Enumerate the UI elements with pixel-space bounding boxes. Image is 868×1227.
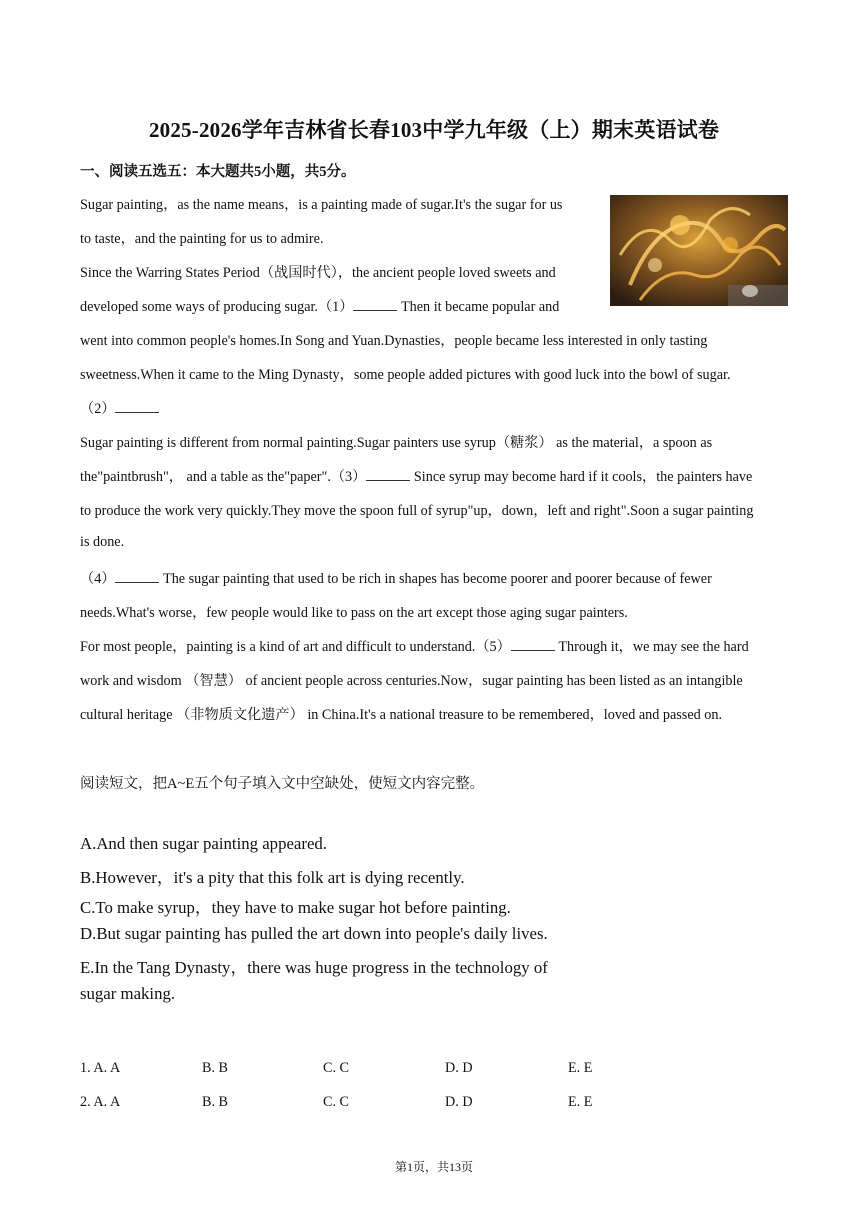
blank-4 xyxy=(115,569,159,583)
q1-choice-d[interactable]: D. D xyxy=(445,1060,473,1076)
passage-line-4-text: developed some ways of producing sugar.（1） xyxy=(80,299,354,315)
q1-choice-b[interactable]: B. B xyxy=(202,1060,229,1076)
passage-line-5: went into common people's homes.In Song and Yuan.Dynasties，people became less interested in only tasting xyxy=(80,333,708,349)
blank-1 xyxy=(353,297,397,311)
q2-choice-b[interactable]: B. B xyxy=(202,1094,229,1110)
passage-line-14 xyxy=(80,636,749,656)
option-e-cont: sugar making. xyxy=(80,984,176,1003)
passage-line-4 xyxy=(80,296,559,316)
blank-2 xyxy=(115,399,159,413)
passage-line-12-rest: The sugar painting that used to be rich in shapes has become poorer and poorer because of fewer xyxy=(159,571,712,587)
passage-line-4-rest: Then it became popular and xyxy=(397,299,560,315)
option-d: D.But sugar painting has pulled the art down into people's daily lives. xyxy=(80,924,548,943)
passage-line-2: to taste，and the painting for us to admire. xyxy=(80,231,324,247)
q2-choice-e[interactable]: E. E xyxy=(568,1094,593,1110)
exam-title: 2025-2026学年吉林省长春103中学九年级（上）期末英语试卷 xyxy=(148,118,720,142)
blank-3 xyxy=(366,467,410,481)
section-heading: 一、阅读五选五：本大题共5小题，共5分。 xyxy=(80,164,356,180)
q1-choice-e[interactable]: E. E xyxy=(568,1060,593,1076)
blank-4-label: （4） xyxy=(80,571,116,587)
option-a: A.And then sugar painting appeared. xyxy=(80,834,327,853)
passage-line-12 xyxy=(80,568,712,588)
passage-line-8: Sugar painting is different from normal painting.Sugar painters use syrup（糖浆） as the material，a spoon as xyxy=(80,435,713,451)
option-b: B.However，it's a pity that this folk art is dying recently. xyxy=(80,868,465,887)
passage-line-10: to produce the work very quickly.They move the spoon full of syrup"up，down，left and right".Soon a sugar painting xyxy=(80,503,754,519)
passage-line-15: work and wisdom （智慧） of ancient people across centuries.Now，sugar painting has been listed as an intangible xyxy=(80,673,743,689)
blank-5 xyxy=(511,637,555,651)
passage-line-9-rest: Since syrup may become hard if it cools，the painters have xyxy=(410,469,753,485)
passage-line-6: sweetness.When it came to the Ming Dynasty，some people added pictures with good luck into the bowl of sugar. xyxy=(80,367,731,383)
q1-choice-a[interactable]: 1. A. A xyxy=(80,1060,121,1076)
q2-choice-a[interactable]: 2. A. A xyxy=(80,1094,121,1110)
passage-line-3: Since the Warring States Period（战国时代），the ancient people loved sweets and xyxy=(80,265,556,281)
q2-choice-c[interactable]: C. C xyxy=(323,1094,350,1110)
option-c: C.To make syrup，they have to make sugar hot before painting. xyxy=(80,898,511,917)
instruction-text: 阅读短文，把A~E五个句子填入文中空缺处，使短文内容完整。 xyxy=(80,776,485,792)
option-e: E.In the Tang Dynasty，there was huge progress in the technology of xyxy=(80,958,548,977)
passage-line-9 xyxy=(80,466,752,486)
q2-choice-d[interactable]: D. D xyxy=(445,1094,473,1110)
passage-line-13: needs.What's worse，few people would like to pass on the art except those aging sugar painters. xyxy=(80,605,628,621)
q1-choice-c[interactable]: C. C xyxy=(323,1060,350,1076)
passage-line-14-text: For most people，painting is a kind of art and difficult to understand.（5） xyxy=(80,639,511,655)
passage-line-9-text: the"paintbrush"， and a table as the"paper".（3） xyxy=(80,469,367,485)
passage-line-11: is done. xyxy=(80,534,125,550)
passage-line-1: Sugar painting，as the name means，is a painting made of sugar.It's the sugar for us xyxy=(80,197,563,213)
sugar-painting-photo xyxy=(610,195,788,306)
passage-line-7 xyxy=(80,398,159,418)
passage-line-14-rest: Through it，we may see the hard xyxy=(554,639,749,655)
page-footer: 第1页，共13页 xyxy=(394,1160,473,1174)
passage-line-16: cultural heritage （非物质文化遗产） in China.It's a national treasure to be remembered，loved and passed on. xyxy=(80,707,722,723)
blank-2-label: （2） xyxy=(80,401,116,417)
